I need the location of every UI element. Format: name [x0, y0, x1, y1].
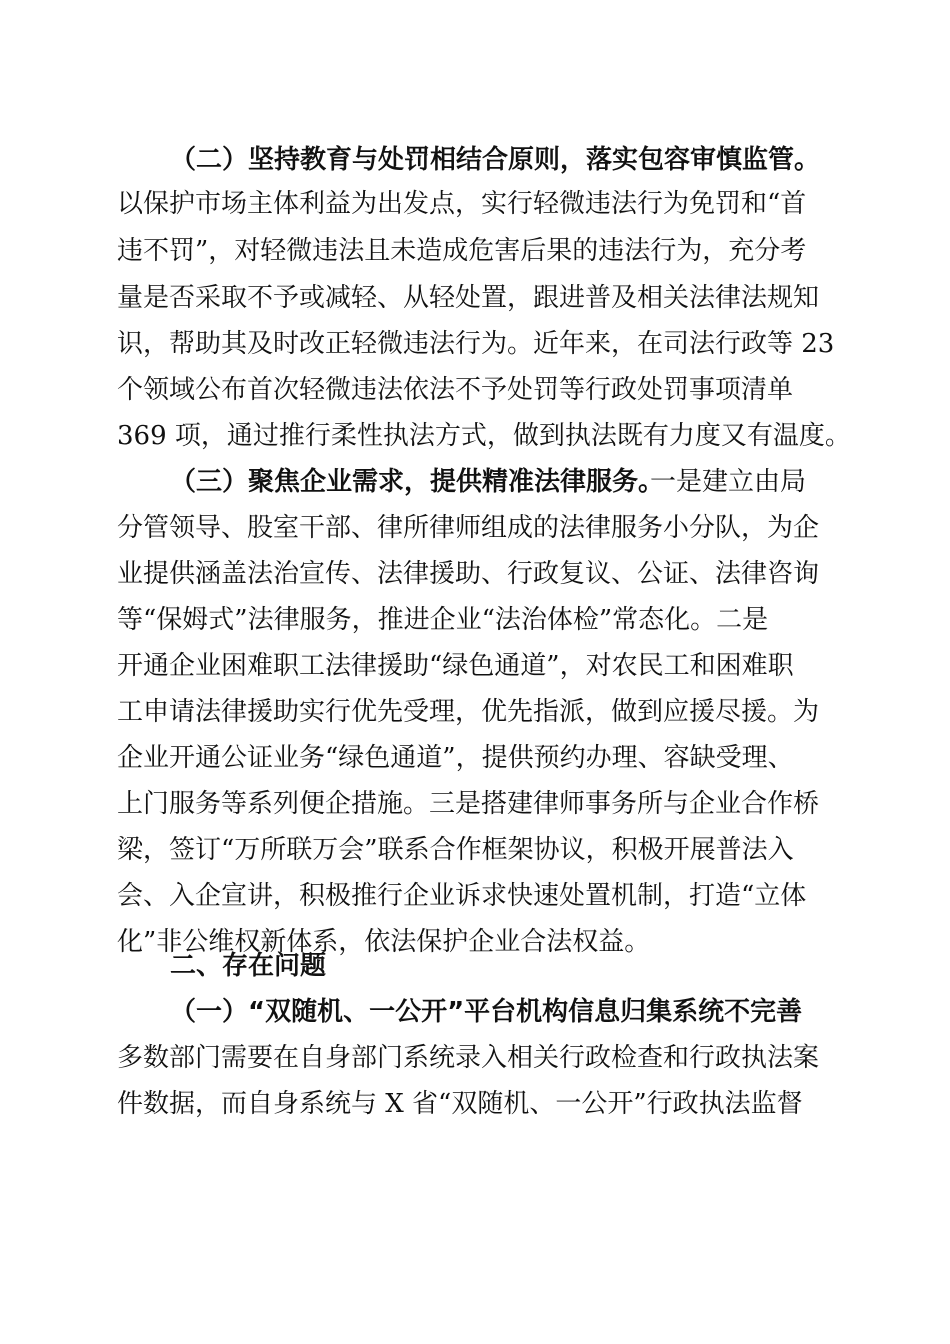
text-line-content: 个领域公布首次轻微违法依法不予处罚等行政处罚事项清单: [117, 375, 794, 405]
section-heading: 二、存在问题: [170, 951, 327, 981]
text-line-content: 工申请法律援助实行优先受理，优先指派，做到应援尽援。为: [117, 697, 820, 727]
text-line: [0, 182, 950, 226]
text-line-content: 分管领导、股室干部、律所律师组成的法律服务小分队，为企: [117, 513, 820, 543]
text-line-content: 等“保姆式”法律服务，推进企业“法治体检”常态化。二是: [117, 605, 769, 635]
text-line: [0, 1082, 950, 1126]
text-line-content: 识，帮助其及时改正轻微违法行为。近年来，在司法行政等 23: [117, 329, 835, 359]
text-line-content: 件数据，而自身系统与 X 省“双随机、一公开”行政执法监督: [117, 1089, 803, 1119]
text-line-content: 上门服务等系列便企措施。三是搭建律师事务所与企业合作桥: [117, 789, 820, 819]
text-line: [0, 644, 950, 688]
text-line: [0, 414, 950, 458]
text-line: [0, 229, 950, 273]
issue-heading: （一）“双随机、一公开”平台机构信息归集系统不完善: [170, 997, 803, 1027]
issue-1-heading-line: [0, 990, 950, 1034]
section-heading-line: [0, 944, 950, 988]
paragraph-heading: （二）坚持教育与处罚相结合原则，落实包容审慎监管。: [170, 145, 821, 175]
text-line-content: 量是否采取不予或减轻、从轻处置，跟进普及相关法律法规知: [117, 283, 820, 313]
text-line-content: 多数部门需要在自身部门系统录入相关行政检查和行政执法案: [117, 1043, 820, 1073]
text-line-content: 化”非公维权新体系，依法保护企业合法权益。: [117, 927, 651, 957]
text-line-content: 会、入企宣讲，积极推行企业诉求快速处置机制，打造“立体: [117, 881, 807, 911]
text-line-content: 开通企业困难职工法律援助“绿色通道”，对农民工和困难职: [117, 651, 794, 681]
text-line: [0, 1036, 950, 1080]
text-line-content: 369 项，通过推行柔性执法方式，做到执法既有力度又有温度。: [117, 421, 851, 451]
text-line: [0, 598, 950, 642]
text-line: [0, 506, 950, 550]
text-line: [0, 782, 950, 826]
text-line: [0, 874, 950, 918]
text-line: [0, 552, 950, 596]
paragraph-heading: （三）聚焦企业需求，提供精准法律服务。: [170, 467, 665, 497]
paragraph-3-heading-line: [0, 460, 950, 504]
text-line: [0, 690, 950, 734]
text-line-content: 业提供涵盖法治宣传、法律援助、行政复议、公证、法律咨询: [117, 559, 820, 589]
paragraph-2-heading-line: [0, 138, 950, 182]
text-line-content: 违不罚”，对轻微违法且未造成危害后果的违法行为，充分考: [117, 236, 807, 266]
text-line-content: 以保护市场主体利益为出发点，实行轻微违法行为免罚和“首: [117, 189, 807, 219]
text-line-content: 企业开通公证业务“绿色通道”，提供预约办理、容缺受理、: [117, 743, 794, 773]
text-line-content: 一是建立由局: [650, 467, 807, 497]
text-line: [0, 322, 950, 366]
text-line-content: 梁，签订“万所联万会”联系合作框架协议，积极开展普法入: [117, 835, 794, 865]
text-line: [0, 828, 950, 872]
text-line: [0, 736, 950, 780]
text-line: [0, 276, 950, 320]
text-line: [0, 368, 950, 412]
